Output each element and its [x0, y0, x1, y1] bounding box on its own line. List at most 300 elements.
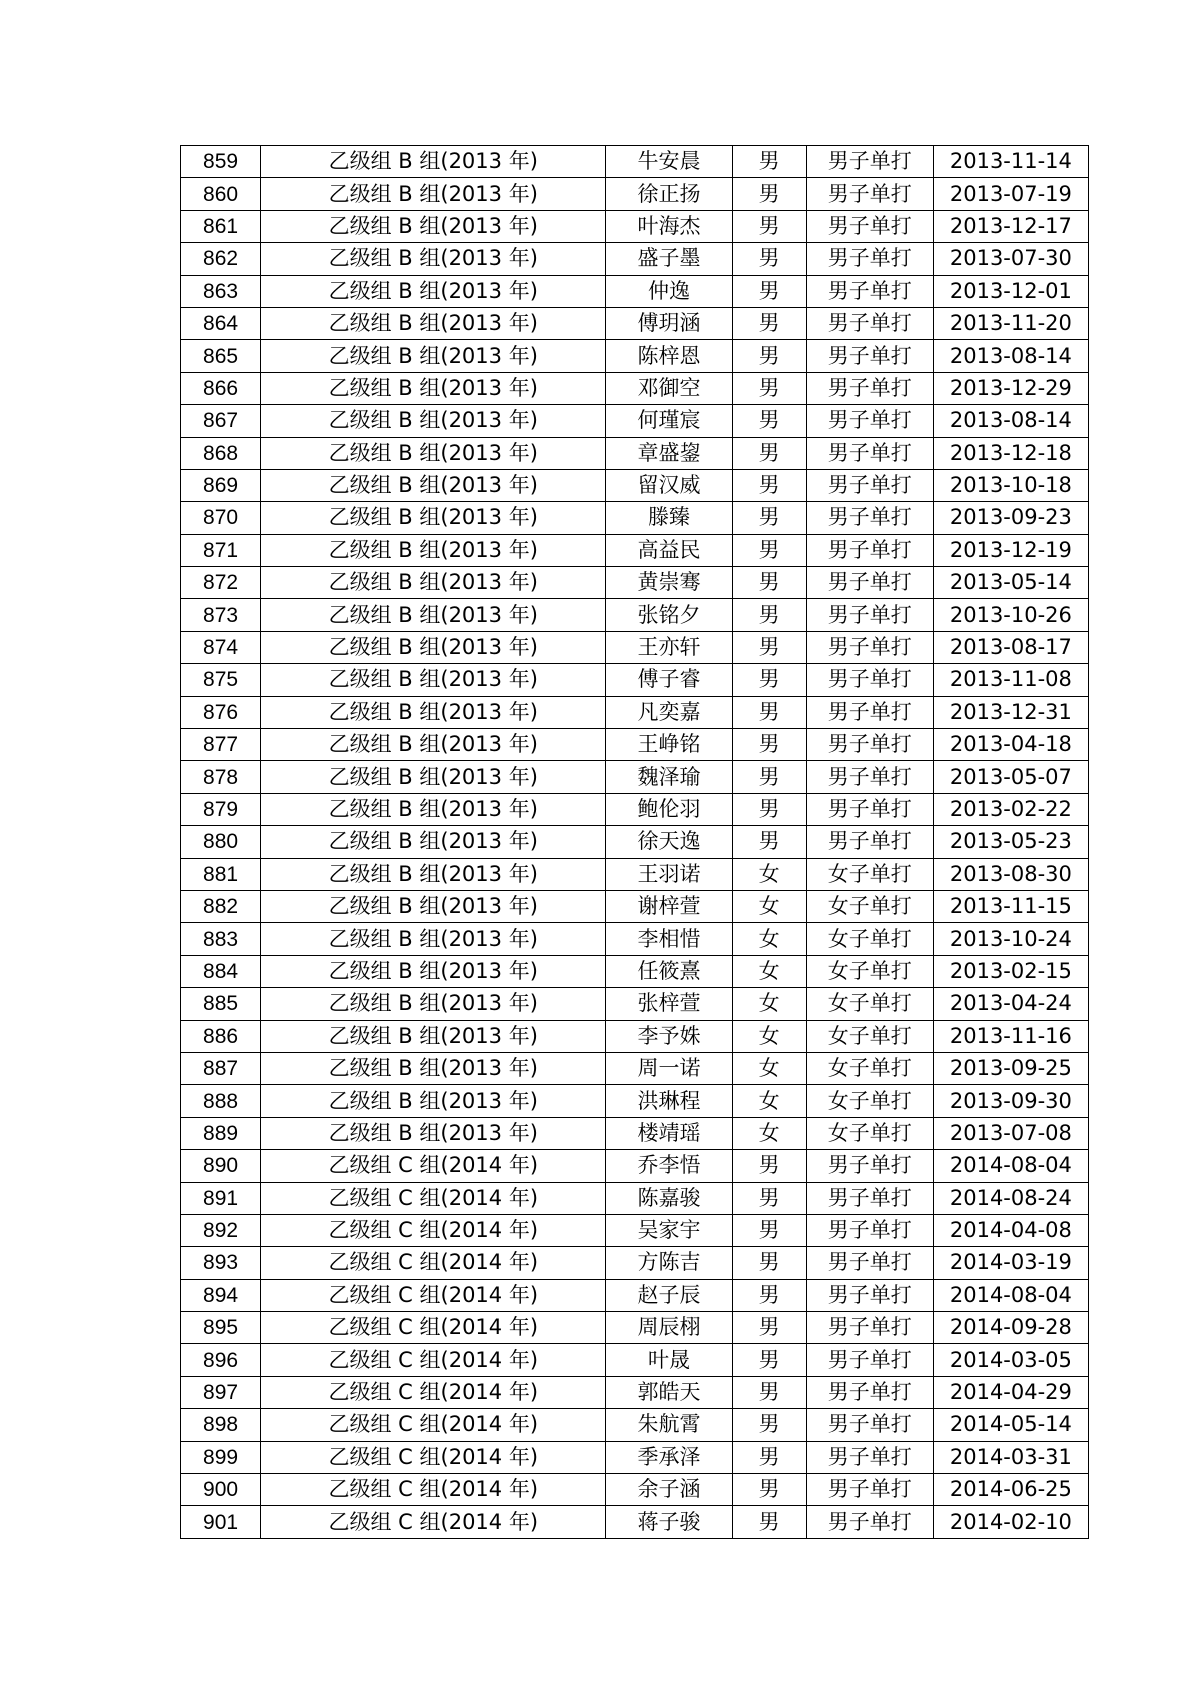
entry-number-cell: 862	[181, 243, 261, 275]
table-row	[181, 534, 1089, 566]
table-row	[181, 1052, 1089, 1084]
registration-table-container	[180, 145, 1089, 1539]
entry-number-cell: 899	[181, 1441, 261, 1473]
gender-cell: 女	[732, 1052, 806, 1084]
table-row	[181, 1409, 1089, 1441]
birth-date-cell: 2013-10-26	[933, 599, 1088, 631]
event-cell: 男子单打	[806, 664, 933, 696]
entry-number-cell: 865	[181, 340, 261, 372]
event-cell: 男子单打	[806, 1247, 933, 1279]
gender-cell: 男	[732, 664, 806, 696]
age-group-cell: 乙级组 B 组(2013 年)	[261, 955, 606, 987]
event-cell: 男子单打	[806, 534, 933, 566]
entry-number-cell: 874	[181, 631, 261, 663]
table-row	[181, 599, 1089, 631]
age-group-cell: 乙级组 C 组(2014 年)	[261, 1182, 606, 1214]
event-cell: 男子单打	[806, 599, 933, 631]
gender-cell: 女	[732, 955, 806, 987]
entry-number-cell: 891	[181, 1182, 261, 1214]
player-name-cell: 徐正扬	[606, 178, 732, 210]
table-row	[181, 275, 1089, 307]
player-name-cell: 邓御空	[606, 372, 732, 404]
player-name-cell: 任筱熹	[606, 955, 732, 987]
table-row	[181, 567, 1089, 599]
gender-cell: 男	[732, 534, 806, 566]
age-group-cell: 乙级组 C 组(2014 年)	[261, 1247, 606, 1279]
gender-cell: 男	[732, 372, 806, 404]
entry-number-cell: 869	[181, 469, 261, 501]
player-name-cell: 洪琳程	[606, 1085, 732, 1117]
player-name-cell: 吴家宇	[606, 1214, 732, 1246]
age-group-cell: 乙级组 B 组(2013 年)	[261, 923, 606, 955]
player-name-cell: 余子涵	[606, 1474, 732, 1506]
player-name-cell: 王峥铭	[606, 729, 732, 761]
table-row	[181, 1506, 1089, 1538]
player-name-cell: 蒋子骏	[606, 1506, 732, 1538]
table-row	[181, 793, 1089, 825]
entry-number-cell: 883	[181, 923, 261, 955]
player-name-cell: 何瑾宸	[606, 405, 732, 437]
birth-date-cell: 2013-12-18	[933, 437, 1088, 469]
entry-number-cell: 876	[181, 696, 261, 728]
entry-number-cell: 878	[181, 761, 261, 793]
event-cell: 男子单打	[806, 1214, 933, 1246]
birth-date-cell: 2013-12-31	[933, 696, 1088, 728]
gender-cell: 男	[732, 405, 806, 437]
age-group-cell: 乙级组 B 组(2013 年)	[261, 988, 606, 1020]
entry-number-cell: 885	[181, 988, 261, 1020]
player-name-cell: 傅子睿	[606, 664, 732, 696]
age-group-cell: 乙级组 C 组(2014 年)	[261, 1150, 606, 1182]
age-group-cell: 乙级组 C 组(2014 年)	[261, 1409, 606, 1441]
birth-date-cell: 2014-08-04	[933, 1150, 1088, 1182]
birth-date-cell: 2013-12-01	[933, 275, 1088, 307]
entry-number-cell: 881	[181, 858, 261, 890]
gender-cell: 女	[732, 1085, 806, 1117]
entry-number-cell: 882	[181, 890, 261, 922]
event-cell: 女子单打	[806, 923, 933, 955]
entry-number-cell: 866	[181, 372, 261, 404]
age-group-cell: 乙级组 C 组(2014 年)	[261, 1279, 606, 1311]
entry-number-cell: 859	[181, 146, 261, 178]
table-row	[181, 696, 1089, 728]
age-group-cell: 乙级组 B 组(2013 年)	[261, 243, 606, 275]
event-cell: 男子单打	[806, 1441, 933, 1473]
event-cell: 男子单打	[806, 761, 933, 793]
entry-number-cell: 861	[181, 210, 261, 242]
gender-cell: 男	[732, 1474, 806, 1506]
age-group-cell: 乙级组 B 组(2013 年)	[261, 664, 606, 696]
age-group-cell: 乙级组 B 组(2013 年)	[261, 275, 606, 307]
birth-date-cell: 2013-05-23	[933, 826, 1088, 858]
age-group-cell: 乙级组 B 组(2013 年)	[261, 437, 606, 469]
gender-cell: 男	[732, 631, 806, 663]
table-row	[181, 826, 1089, 858]
birth-date-cell: 2013-04-24	[933, 988, 1088, 1020]
table-row	[181, 1312, 1089, 1344]
birth-date-cell: 2013-11-16	[933, 1020, 1088, 1052]
age-group-cell: 乙级组 C 组(2014 年)	[261, 1214, 606, 1246]
birth-date-cell: 2013-12-17	[933, 210, 1088, 242]
entry-number-cell: 890	[181, 1150, 261, 1182]
gender-cell: 女	[732, 988, 806, 1020]
gender-cell: 男	[732, 599, 806, 631]
age-group-cell: 乙级组 B 组(2013 年)	[261, 502, 606, 534]
age-group-cell: 乙级组 B 组(2013 年)	[261, 793, 606, 825]
table-row	[181, 502, 1089, 534]
table-row	[181, 146, 1089, 178]
event-cell: 女子单打	[806, 955, 933, 987]
player-name-cell: 徐天逸	[606, 826, 732, 858]
player-name-cell: 楼靖瑶	[606, 1117, 732, 1149]
player-name-cell: 张梓萱	[606, 988, 732, 1020]
player-name-cell: 朱航霄	[606, 1409, 732, 1441]
event-cell: 女子单打	[806, 988, 933, 1020]
age-group-cell: 乙级组 B 组(2013 年)	[261, 307, 606, 339]
event-cell: 男子单打	[806, 1150, 933, 1182]
event-cell: 男子单打	[806, 1474, 933, 1506]
gender-cell: 男	[732, 1409, 806, 1441]
birth-date-cell: 2013-05-14	[933, 567, 1088, 599]
entry-number-cell: 887	[181, 1052, 261, 1084]
gender-cell: 男	[732, 826, 806, 858]
entry-number-cell: 888	[181, 1085, 261, 1117]
birth-date-cell: 2013-04-18	[933, 729, 1088, 761]
event-cell: 男子单打	[806, 502, 933, 534]
entry-number-cell: 880	[181, 826, 261, 858]
player-name-cell: 高益民	[606, 534, 732, 566]
entry-number-cell: 901	[181, 1506, 261, 1538]
entry-number-cell: 889	[181, 1117, 261, 1149]
player-name-cell: 叶晟	[606, 1344, 732, 1376]
player-name-cell: 周辰栩	[606, 1312, 732, 1344]
age-group-cell: 乙级组 B 组(2013 年)	[261, 1085, 606, 1117]
event-cell: 男子单打	[806, 275, 933, 307]
birth-date-cell: 2014-04-08	[933, 1214, 1088, 1246]
entry-number-cell: 877	[181, 729, 261, 761]
gender-cell: 男	[732, 275, 806, 307]
player-name-cell: 郭皓天	[606, 1376, 732, 1408]
gender-cell: 男	[732, 178, 806, 210]
event-cell: 男子单打	[806, 1182, 933, 1214]
gender-cell: 男	[732, 146, 806, 178]
event-cell: 男子单打	[806, 793, 933, 825]
entry-number-cell: 884	[181, 955, 261, 987]
birth-date-cell: 2013-11-20	[933, 307, 1088, 339]
birth-date-cell: 2013-10-18	[933, 469, 1088, 501]
age-group-cell: 乙级组 B 组(2013 年)	[261, 696, 606, 728]
table-row	[181, 1279, 1089, 1311]
birth-date-cell: 2013-10-24	[933, 923, 1088, 955]
age-group-cell: 乙级组 C 组(2014 年)	[261, 1506, 606, 1538]
entry-number-cell: 872	[181, 567, 261, 599]
gender-cell: 女	[732, 1117, 806, 1149]
gender-cell: 男	[732, 1441, 806, 1473]
player-name-cell: 陈嘉骏	[606, 1182, 732, 1214]
gender-cell: 男	[732, 307, 806, 339]
entry-number-cell: 900	[181, 1474, 261, 1506]
age-group-cell: 乙级组 B 组(2013 年)	[261, 146, 606, 178]
age-group-cell: 乙级组 B 组(2013 年)	[261, 729, 606, 761]
birth-date-cell: 2013-07-08	[933, 1117, 1088, 1149]
entry-number-cell: 898	[181, 1409, 261, 1441]
birth-date-cell: 2013-11-08	[933, 664, 1088, 696]
birth-date-cell: 2013-05-07	[933, 761, 1088, 793]
birth-date-cell: 2013-08-30	[933, 858, 1088, 890]
gender-cell: 男	[732, 1506, 806, 1538]
age-group-cell: 乙级组 B 组(2013 年)	[261, 405, 606, 437]
player-name-cell: 陈梓恩	[606, 340, 732, 372]
event-cell: 男子单打	[806, 146, 933, 178]
age-group-cell: 乙级组 B 组(2013 年)	[261, 631, 606, 663]
table-row	[181, 210, 1089, 242]
gender-cell: 男	[732, 1376, 806, 1408]
gender-cell: 男	[732, 340, 806, 372]
event-cell: 男子单打	[806, 469, 933, 501]
age-group-cell: 乙级组 B 组(2013 年)	[261, 890, 606, 922]
gender-cell: 男	[732, 1182, 806, 1214]
event-cell: 男子单打	[806, 210, 933, 242]
gender-cell: 男	[732, 729, 806, 761]
age-group-cell: 乙级组 B 组(2013 年)	[261, 761, 606, 793]
entry-number-cell: 864	[181, 307, 261, 339]
entry-number-cell: 894	[181, 1279, 261, 1311]
birth-date-cell: 2013-11-15	[933, 890, 1088, 922]
player-name-cell: 傅玥涵	[606, 307, 732, 339]
entry-number-cell: 868	[181, 437, 261, 469]
age-group-cell: 乙级组 B 组(2013 年)	[261, 178, 606, 210]
event-cell: 男子单打	[806, 178, 933, 210]
table-row	[181, 1117, 1089, 1149]
age-group-cell: 乙级组 B 组(2013 年)	[261, 210, 606, 242]
player-name-cell: 留汉威	[606, 469, 732, 501]
table-row	[181, 1085, 1089, 1117]
birth-date-cell: 2013-12-19	[933, 534, 1088, 566]
birth-date-cell: 2014-08-04	[933, 1279, 1088, 1311]
player-name-cell: 方陈吉	[606, 1247, 732, 1279]
table-row	[181, 631, 1089, 663]
table-row	[181, 243, 1089, 275]
player-name-cell: 李相惜	[606, 923, 732, 955]
player-name-cell: 滕臻	[606, 502, 732, 534]
event-cell: 男子单打	[806, 1279, 933, 1311]
gender-cell: 男	[732, 243, 806, 275]
player-name-cell: 凡奕嘉	[606, 696, 732, 728]
gender-cell: 男	[732, 696, 806, 728]
player-name-cell: 张铭夕	[606, 599, 732, 631]
player-name-cell: 盛子墨	[606, 243, 732, 275]
birth-date-cell: 2013-09-23	[933, 502, 1088, 534]
event-cell: 男子单打	[806, 372, 933, 404]
birth-date-cell: 2013-08-17	[933, 631, 1088, 663]
birth-date-cell: 2013-09-25	[933, 1052, 1088, 1084]
table-row	[181, 307, 1089, 339]
birth-date-cell: 2013-02-22	[933, 793, 1088, 825]
event-cell: 男子单打	[806, 307, 933, 339]
birth-date-cell: 2014-03-19	[933, 1247, 1088, 1279]
table-row	[181, 955, 1089, 987]
age-group-cell: 乙级组 B 组(2013 年)	[261, 340, 606, 372]
player-name-cell: 周一诺	[606, 1052, 732, 1084]
birth-date-cell: 2013-09-30	[933, 1085, 1088, 1117]
table-row	[181, 1182, 1089, 1214]
entry-number-cell: 893	[181, 1247, 261, 1279]
table-row	[181, 469, 1089, 501]
age-group-cell: 乙级组 B 组(2013 年)	[261, 1020, 606, 1052]
birth-date-cell: 2014-03-31	[933, 1441, 1088, 1473]
gender-cell: 男	[732, 437, 806, 469]
event-cell: 女子单打	[806, 1020, 933, 1052]
entry-number-cell: 871	[181, 534, 261, 566]
entry-number-cell: 892	[181, 1214, 261, 1246]
table-row	[181, 372, 1089, 404]
event-cell: 女子单打	[806, 1117, 933, 1149]
entry-number-cell: 879	[181, 793, 261, 825]
age-group-cell: 乙级组 B 组(2013 年)	[261, 599, 606, 631]
entry-number-cell: 863	[181, 275, 261, 307]
age-group-cell: 乙级组 C 组(2014 年)	[261, 1474, 606, 1506]
birth-date-cell: 2013-07-19	[933, 178, 1088, 210]
gender-cell: 男	[732, 1214, 806, 1246]
gender-cell: 男	[732, 1344, 806, 1376]
gender-cell: 男	[732, 502, 806, 534]
table-row	[181, 664, 1089, 696]
age-group-cell: 乙级组 C 组(2014 年)	[261, 1312, 606, 1344]
gender-cell: 男	[732, 1279, 806, 1311]
player-name-cell: 季承泽	[606, 1441, 732, 1473]
table-row	[181, 1214, 1089, 1246]
event-cell: 男子单打	[806, 1409, 933, 1441]
gender-cell: 男	[732, 1247, 806, 1279]
event-cell: 男子单打	[806, 1506, 933, 1538]
gender-cell: 男	[732, 1150, 806, 1182]
gender-cell: 男	[732, 210, 806, 242]
gender-cell: 女	[732, 858, 806, 890]
event-cell: 男子单打	[806, 405, 933, 437]
player-name-cell: 赵子辰	[606, 1279, 732, 1311]
table-row	[181, 923, 1089, 955]
gender-cell: 男	[732, 469, 806, 501]
player-name-cell: 黄崇骞	[606, 567, 732, 599]
age-group-cell: 乙级组 B 组(2013 年)	[261, 534, 606, 566]
player-name-cell: 仲逸	[606, 275, 732, 307]
birth-date-cell: 2014-08-24	[933, 1182, 1088, 1214]
entry-number-cell: 873	[181, 599, 261, 631]
birth-date-cell: 2013-02-15	[933, 955, 1088, 987]
birth-date-cell: 2014-09-28	[933, 1312, 1088, 1344]
age-group-cell: 乙级组 B 组(2013 年)	[261, 372, 606, 404]
event-cell: 女子单打	[806, 1052, 933, 1084]
table-row	[181, 405, 1089, 437]
event-cell: 男子单打	[806, 696, 933, 728]
player-name-cell: 章盛鋆	[606, 437, 732, 469]
entry-number-cell: 867	[181, 405, 261, 437]
table-row	[181, 1441, 1089, 1473]
table-row	[181, 761, 1089, 793]
player-name-cell: 叶海杰	[606, 210, 732, 242]
age-group-cell: 乙级组 B 组(2013 年)	[261, 1052, 606, 1084]
birth-date-cell: 2014-05-14	[933, 1409, 1088, 1441]
event-cell: 男子单打	[806, 340, 933, 372]
event-cell: 男子单打	[806, 1344, 933, 1376]
event-cell: 男子单打	[806, 729, 933, 761]
age-group-cell: 乙级组 B 组(2013 年)	[261, 567, 606, 599]
table-row	[181, 340, 1089, 372]
event-cell: 女子单打	[806, 890, 933, 922]
birth-date-cell: 2013-12-29	[933, 372, 1088, 404]
player-name-cell: 王羽诺	[606, 858, 732, 890]
age-group-cell: 乙级组 C 组(2014 年)	[261, 1376, 606, 1408]
event-cell: 男子单打	[806, 243, 933, 275]
age-group-cell: 乙级组 C 组(2014 年)	[261, 1441, 606, 1473]
table-row	[181, 1474, 1089, 1506]
player-name-cell: 李予姝	[606, 1020, 732, 1052]
table-row	[181, 988, 1089, 1020]
birth-date-cell: 2013-08-14	[933, 405, 1088, 437]
table-row	[181, 1020, 1089, 1052]
birth-date-cell: 2013-11-14	[933, 146, 1088, 178]
table-row	[181, 1247, 1089, 1279]
table-row	[181, 729, 1089, 761]
birth-date-cell: 2013-07-30	[933, 243, 1088, 275]
birth-date-cell: 2014-04-29	[933, 1376, 1088, 1408]
event-cell: 男子单打	[806, 826, 933, 858]
entry-number-cell: 860	[181, 178, 261, 210]
gender-cell: 女	[732, 923, 806, 955]
table-row	[181, 1376, 1089, 1408]
event-cell: 男子单打	[806, 567, 933, 599]
entry-number-cell: 895	[181, 1312, 261, 1344]
entry-number-cell: 870	[181, 502, 261, 534]
gender-cell: 男	[732, 761, 806, 793]
entry-number-cell: 875	[181, 664, 261, 696]
gender-cell: 男	[732, 1312, 806, 1344]
player-name-cell: 鲍伦羽	[606, 793, 732, 825]
table-row	[181, 1150, 1089, 1182]
event-cell: 男子单打	[806, 437, 933, 469]
birth-date-cell: 2014-03-05	[933, 1344, 1088, 1376]
gender-cell: 男	[732, 567, 806, 599]
table-row	[181, 890, 1089, 922]
event-cell: 女子单打	[806, 858, 933, 890]
registration-table	[180, 145, 1089, 1539]
event-cell: 男子单打	[806, 1312, 933, 1344]
gender-cell: 女	[732, 890, 806, 922]
table-row	[181, 1344, 1089, 1376]
birth-date-cell: 2013-08-14	[933, 340, 1088, 372]
entry-number-cell: 897	[181, 1376, 261, 1408]
table-row	[181, 858, 1089, 890]
age-group-cell: 乙级组 B 组(2013 年)	[261, 858, 606, 890]
event-cell: 女子单打	[806, 1085, 933, 1117]
table-body	[181, 146, 1089, 1539]
gender-cell: 男	[732, 793, 806, 825]
player-name-cell: 乔李悟	[606, 1150, 732, 1182]
birth-date-cell: 2014-06-25	[933, 1474, 1088, 1506]
player-name-cell: 牛安晨	[606, 146, 732, 178]
age-group-cell: 乙级组 B 组(2013 年)	[261, 469, 606, 501]
player-name-cell: 谢梓萱	[606, 890, 732, 922]
table-row	[181, 178, 1089, 210]
gender-cell: 女	[732, 1020, 806, 1052]
age-group-cell: 乙级组 B 组(2013 年)	[261, 1117, 606, 1149]
birth-date-cell: 2014-02-10	[933, 1506, 1088, 1538]
player-name-cell: 王亦轩	[606, 631, 732, 663]
table-row	[181, 437, 1089, 469]
entry-number-cell: 886	[181, 1020, 261, 1052]
event-cell: 男子单打	[806, 631, 933, 663]
event-cell: 男子单打	[806, 1376, 933, 1408]
